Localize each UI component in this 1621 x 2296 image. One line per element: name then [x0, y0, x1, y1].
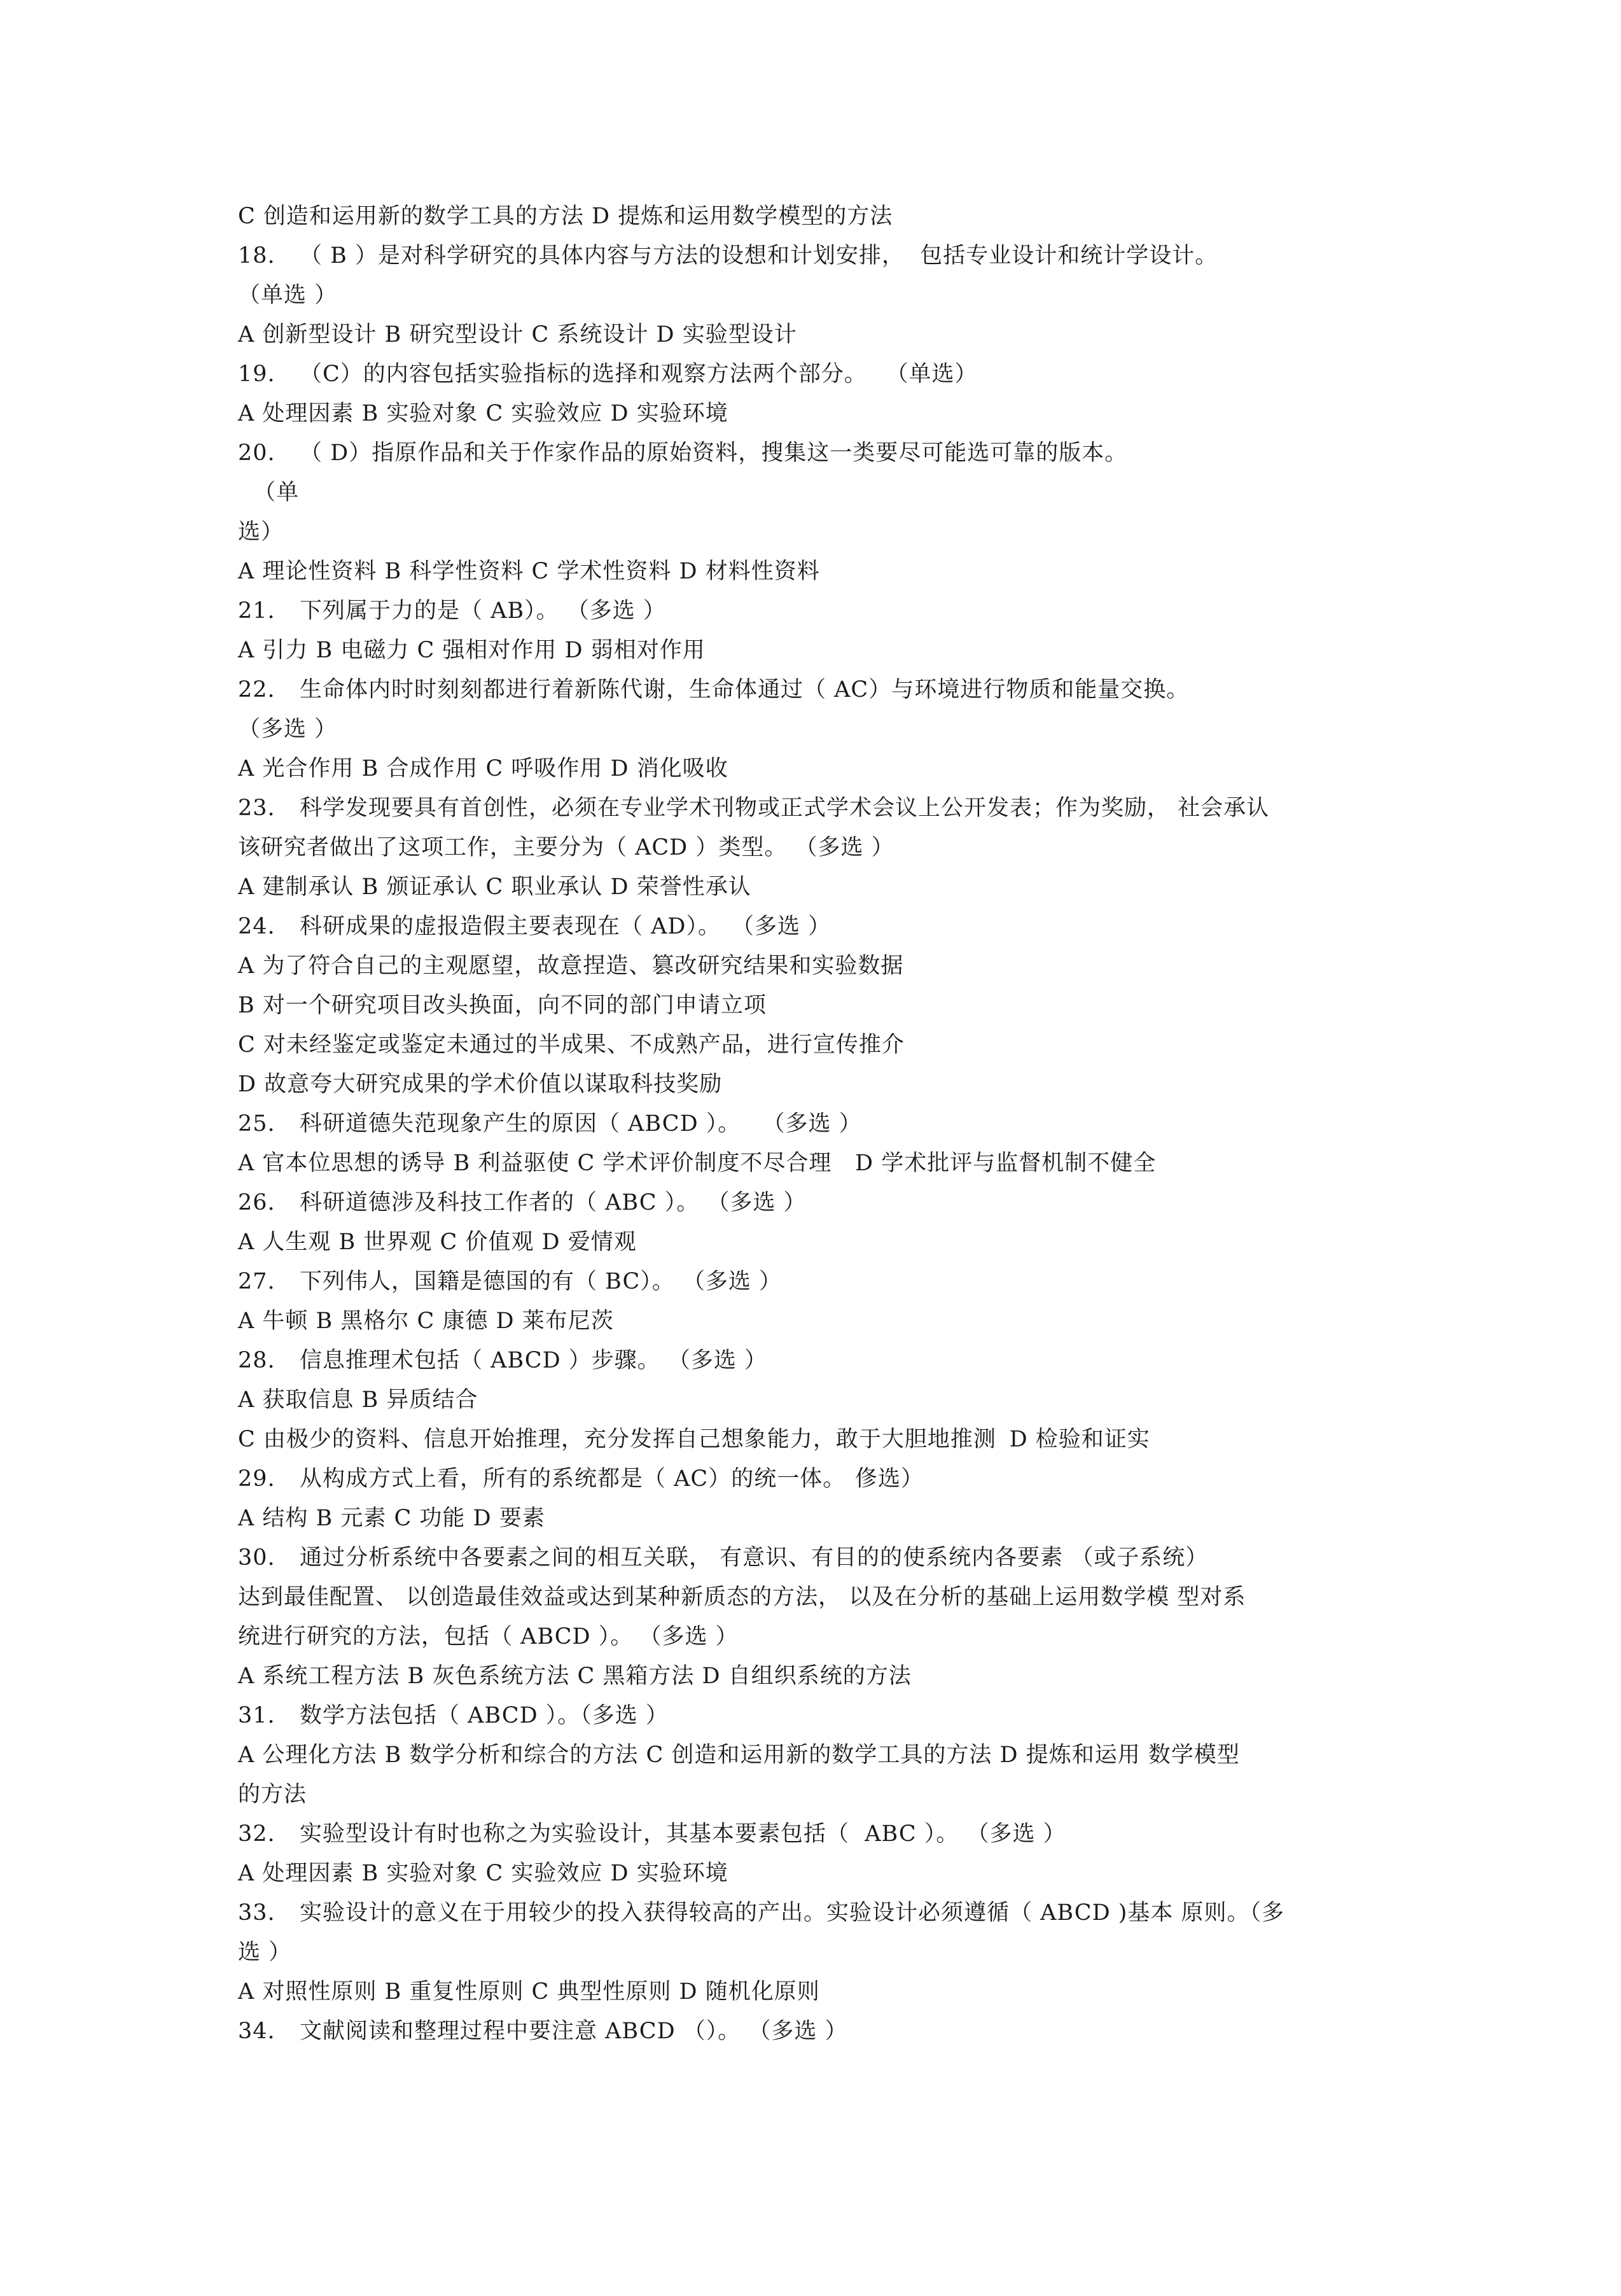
text-line: （多选 ）: [238, 717, 338, 742]
options-29: A 结构 B 元素 C 功能 D 要素: [238, 1506, 545, 1531]
text-line: 的方法: [238, 1782, 307, 1807]
options-19: A 处理因素 B 实验对象 C 实验效应 D 实验环境: [238, 401, 728, 426]
text-line: 统进行研究的方法，包括（ ABCD ）。 （多选 ）: [238, 1624, 739, 1649]
question-18: 18. （ B ）是对科学研究的具体内容与方法的设想和计划安排， 包括专业设计和统计学设计。: [238, 243, 1218, 269]
options-27: A 牛顿 B 黑格尔 C 康德 D 莱布尼茨: [238, 1308, 614, 1334]
question-32: 32. 实验型设计有时也称之为实验设计，其基本要素包括（ ABC ）。 （多选 ）: [238, 1821, 1066, 1847]
options-31: A 公理化方法 B 数学分析和综合的方法 C 创造和运用新的数学工具的方法 D 提炼和运用 数学模型: [238, 1742, 1240, 1768]
options-28: A 获取信息 B 异质结合: [238, 1387, 478, 1413]
text-line: （单: [238, 480, 300, 505]
options-22: A 光合作用 B 合成作用 C 呼吸作用 D 消化吸收: [238, 756, 728, 781]
question-29: 29. 从构成方式上看，所有的系统都是（ AC）的统一体。 俢选）: [238, 1466, 924, 1492]
text-line: 该研究者做出了这项工作，主要分为（ ACD ）类型。 （多选 ）: [238, 835, 894, 860]
question-23: 23. 科学发现要具有首创性，必须在专业学术刊物或正式学术会议上公开发表；作为奖励， 社会承认: [238, 795, 1270, 821]
question-26: 26. 科研道德涉及科技工作者的（ ABC ）。 （多选 ）: [238, 1190, 807, 1215]
options-23: A 建制承认 B 颁证承认 C 职业承认 D 荣誉性承认: [238, 874, 751, 900]
text-line: （单选 ）: [238, 283, 338, 308]
options-26: A 人生观 B 世界观 C 价值观 D 爱情观: [238, 1229, 637, 1255]
question-30: 30. 通过分析系统中各要素之间的相互关联， 有意识、有目的的使系统内各要素 （或子系统）: [238, 1545, 1209, 1571]
option-line: D 故意夸大研究成果的学术价值以谋取科技奖励: [238, 1072, 723, 1097]
options-20: A 理论性资料 B 科学性资料 C 学术性资料 D 材料性资料: [238, 559, 820, 584]
options-32: A 处理因素 B 实验对象 C 实验效应 D 实验环境: [238, 1861, 728, 1886]
question-34: 34. 文献阅读和整理过程中要注意 ABCD （）。 （多选 ）: [238, 2019, 848, 2044]
question-28: 28. 信息推理术包括（ ABCD ）步骤。 （多选 ）: [238, 1348, 768, 1373]
question-25: 25. 科研道德失范现象产生的原因（ ABCD ）。 （多选 ）: [238, 1111, 862, 1137]
question-31: 31. 数学方法包括（ ABCD ）。（多选 ）: [238, 1703, 669, 1728]
option-line: B 对一个研究项目改头换面，向不同的部门申请立项: [238, 993, 767, 1018]
options-21: A 引力 B 电磁力 C 强相对作用 D 弱相对作用: [238, 638, 706, 663]
question-22: 22. 生命体内时时刻刻都进行着新陈代谢，生命体通过（ AC）与环境进行物质和能量交换。: [238, 677, 1190, 703]
question-33: 33. 实验设计的意义在于用较少的投入获得较高的产出。实验设计必须遵循（ ABCD )基本 原则。（多: [238, 1900, 1285, 1926]
option-line: A 为了符合自己的主观愿望，故意捏造、篡改研究结果和实验数据: [238, 953, 904, 979]
options-33: A 对照性原则 B 重复性原则 C 典型性原则 D 随机化原则: [238, 1979, 820, 2005]
question-20: 20. （ D）指原作品和关于作家作品的原始资料，搜集这一类要尽可能选可靠的版本。: [238, 440, 1128, 466]
text-line: C 创造和运用新的数学工具的方法 D 提炼和运用数学模型的方法: [238, 204, 893, 229]
question-19: 19. （C）的内容包括实验指标的选择和观察方法两个部分。 （单选）: [238, 361, 978, 387]
option-line: C 由极少的资料、信息开始推理，充分发挥自己想象能力，敢于大胆地推测 D 检验和证实: [238, 1427, 1150, 1452]
text-line: 达到最佳配置、 以创造最佳效益或达到某种新质态的方法， 以及在分析的基础上运用数学模 型对系: [238, 1585, 1246, 1610]
question-27: 27. 下列伟人，国籍是德国的有（ BC）。 （多选 ）: [238, 1269, 783, 1294]
text-line: 选 ）: [238, 1940, 292, 1965]
text-line: 选）: [238, 519, 284, 545]
options-25: A 官本位思想的诱导 B 利益驱使 C 学术评价制度不尽合理 D 学术批评与监督机制不健全: [238, 1151, 1157, 1176]
options-30: A 系统工程方法 B 灰色系统方法 C 黑箱方法 D 自组织系统的方法: [238, 1663, 912, 1689]
question-21: 21. 下列属于力的是（ AB）。 （多选 ）: [238, 598, 666, 624]
options-18: A 创新型设计 B 研究型设计 C 系统设计 D 实验型设计: [238, 322, 797, 347]
question-24: 24. 科研成果的虚报造假主要表现在（ AD）。 （多选 ）: [238, 914, 831, 939]
option-line: C 对未经鉴定或鉴定未通过的半成果、不成熟产品，进行宣传推介: [238, 1032, 905, 1058]
